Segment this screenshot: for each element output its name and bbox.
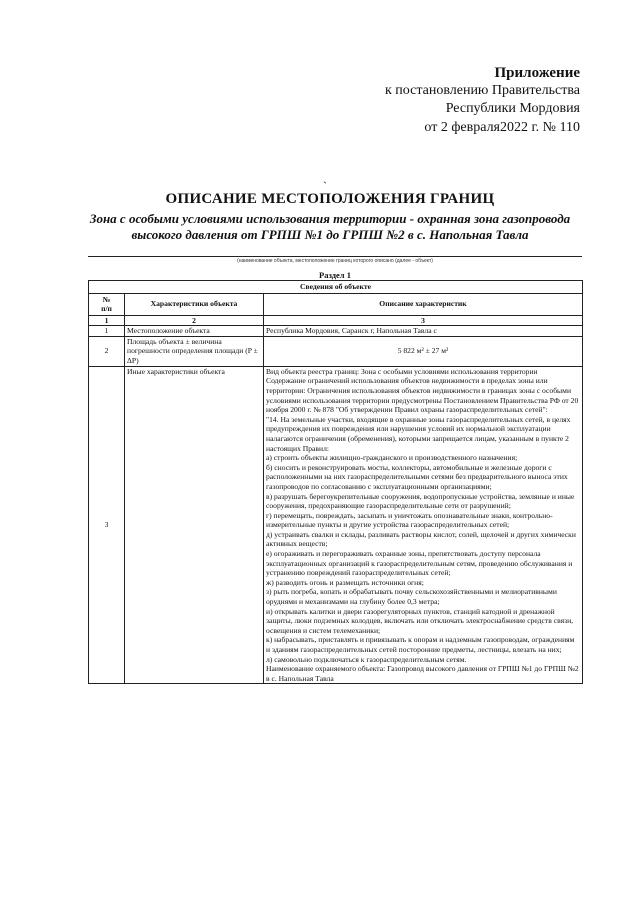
appendix-date-line: от 2 февраля2022 г. № 110: [424, 120, 580, 135]
row-description: 5 822 м² ± 27 м²: [264, 336, 583, 366]
row-description: Республика Мордовия, Саранск г, Напольная Тавла с: [264, 326, 583, 337]
document-subtitle: Зона с особыми условиями использования территории - охранная зона газопровода высокого давления от ГРПШ №1 до ГРПШ №2 в с. Напольная Тавла: [89, 211, 571, 242]
description-paragraph: к) набрасывать, приставлять и привязывать к опорам и надземным газопроводам, ограждениям и зданиям газораспределительных сетей посторонние предметы, лестницы, влезать на них;: [266, 635, 575, 654]
description-paragraph: б) сносить и реконструировать мосты, коллекторы, автомобильные и железные дороги с расположенными на них газораспределительными сетями без предварительного выноса этих газопроводов по согласованию с эксплуатационными организациями;: [266, 462, 568, 491]
heading-note: (наименование объекта, местоположение границ которого описано (далее - объект): [237, 258, 433, 264]
description-paragraph: "14. На земельные участки, входящие в охранные зоны газораспределительных сетей, в целях предупреждения их повреждения или нарушения условий их нормальной эксплуатации налагаются ограничения (обременения), которыми запрещается лицам, указанным в пункте 2 настоящих Правил:: [266, 414, 571, 453]
heading-underline: [88, 256, 582, 257]
row-characteristic: Иные характеристики объекта: [125, 366, 264, 684]
row-characteristic: Площадь объекта ± величина погрешности определения площади (P ± ΔP): [125, 336, 264, 366]
object-info-table: [88, 280, 583, 684]
description-paragraph: е) огораживать и перегораживать охранные зоны, препятствовать доступу персонала эксплуатационных организаций к газораспределительным сетям, проведению обслуживания и устранению повреждений газораспределительных сетей;: [266, 549, 573, 578]
description-paragraph: л) самовольно подключаться к газораспределительным сетям.: [266, 654, 467, 664]
document-title: ОПИСАНИЕ МЕСТОПОЛОЖЕНИЯ ГРАНИЦ: [165, 191, 495, 207]
index-cell: 3: [264, 315, 583, 326]
table-row: [89, 336, 583, 366]
table-row: [89, 326, 583, 337]
section-title: Раздел 1: [319, 270, 351, 280]
table-caption: Сведения об объекте: [89, 281, 583, 294]
description-paragraph: Содержание ограничений использования объектов недвижимости в пределах зоны или территории: Ограничения использования объектов недвижимости в границах зоны с особыми условиями использования территории предусмотрены Постановлением Правительства РФ от 20 ноября 2000 г. № 878 "Об утверждении Правил охраны газораспределительных сетей":: [266, 376, 579, 415]
appendix-line-2: Республики Мордовия: [445, 101, 580, 116]
description-paragraph: г) перемещать, повреждать, засыпать и уничтожать опознавательные знаки, контрольно-измерительные пункты и другие устройства газораспределительных сетей;: [266, 510, 553, 530]
description-paragraph: а) строить объекты жилищно-гражданского и производственного назначения;: [266, 453, 518, 463]
document-heading: [80, 190, 580, 243]
description-paragraph: в) разрушать берегоукрепительные сооружения, водопропускные устройства, земляные и иные сооружения, предохраняющие газораспределительные сети от разрушений;: [266, 491, 575, 511]
description-paragraph: д) устраивать свалки и склады, разливать растворы кислот, солей, щелочей и других химически активных веществ;: [266, 529, 576, 549]
description-paragraph: з) рыть погреба, копать и обрабатывать почву сельскохозяйственными и мелиоративными орудиями и механизмами на глубину более 0,3 метра;: [266, 587, 557, 607]
description-paragraph: Вид объекта реестра границ: Зона с особыми условиями использования территории: [266, 366, 538, 376]
row-characteristic: Местоположение объекта: [125, 326, 264, 337]
table-row: [89, 366, 583, 684]
row-description: [264, 366, 583, 684]
header-description: Описание характеристик: [264, 293, 583, 315]
appendix-line-1: к постановлению Правительства: [384, 83, 580, 98]
row-number: 2: [89, 336, 125, 366]
description-paragraph: ж) разводить огонь и размещать источники огня;: [266, 577, 424, 587]
header-characteristic: Характеристики объекта: [125, 293, 264, 315]
index-cell: 2: [125, 315, 264, 326]
index-cell: 1: [89, 315, 125, 326]
header-num: № п/п: [89, 293, 125, 315]
appendix-title: Приложение: [494, 65, 580, 81]
row-number: 3: [89, 366, 125, 684]
description-paragraph: Наименование охраняемого объекта: Газопровод высокого давления от ГРПШ №1 до ГРПШ №2 в с. Напольная Тавла: [266, 664, 579, 683]
row-number: 1: [89, 326, 125, 337]
appendix-block: [320, 64, 580, 137]
description-paragraph: и) открывать калитки и двери газорегуляторных пунктов, станций катодной и дренажной защиты, люки подземных колодцев, включать или отключать электроснабжение средств связи, освещения и систем телемеханики;: [266, 606, 574, 635]
tick-mark: ˎ: [323, 170, 327, 184]
